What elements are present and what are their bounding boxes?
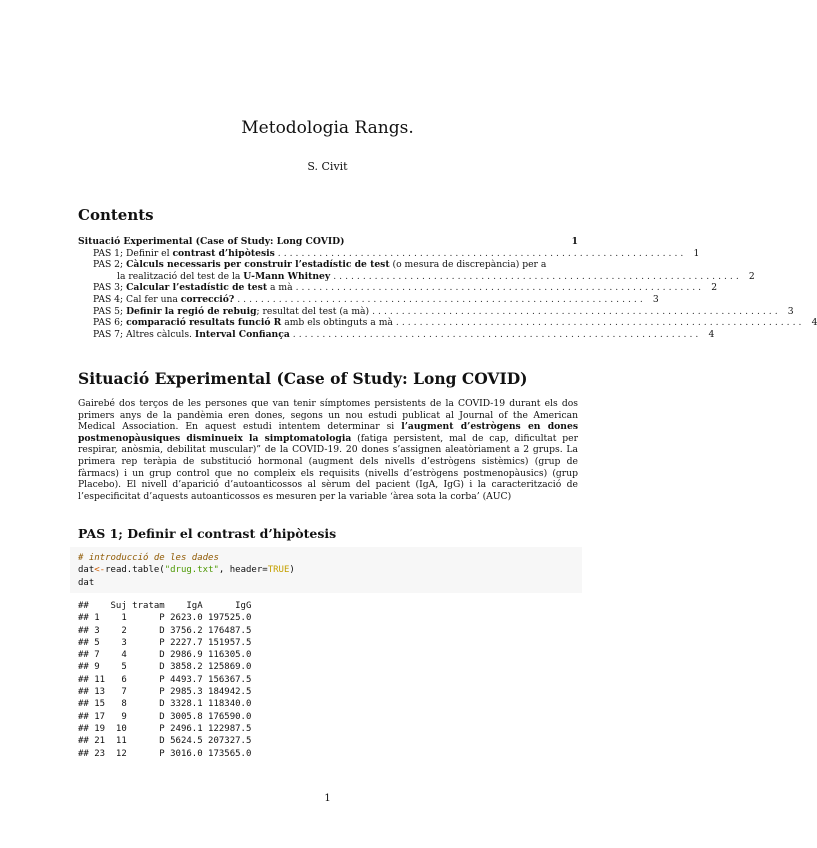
output-row: ## 5 3 P 2227.7 151957.5 — [78, 637, 252, 648]
code-comment: # introducció de les dades — [78, 553, 219, 563]
page-number: 1 — [324, 793, 331, 804]
output-row: ## 17 9 D 3005.8 176590.0 — [78, 711, 252, 722]
toc-entry-pas3[interactable]: PAS 3; Calcular l’estadístic de test a mà ..................................................................... 2 — [93, 282, 718, 294]
section-heading: Situació Experimental (Case of Study: Long COVID) — [78, 369, 528, 388]
code-line-print: dat — [78, 577, 95, 588]
code-line-read: dat<-read.table("drug.txt", header=TRUE) — [78, 565, 295, 576]
output-row: ## 13 7 P 2985.3 184942.5 — [78, 687, 252, 698]
toc-entry-pas2[interactable]: PAS 2; Càlculs necessaris per construir l’estadístic de test (o mesura de discrepància) per a la realització del test de la U-Mann Whitney ..................................................................... 2 — [93, 259, 755, 282]
output-header: ## Suj tratam IgA IgG — [78, 601, 252, 611]
toc-entry-pas1[interactable]: PAS 1; Definir el contrast d’hipòtesis ..................................................................... 1 — [93, 247, 700, 259]
toc-entry-section[interactable]: Situació Experimental (Case of Study: Long COVID) 1 — [78, 236, 578, 247]
r-output — [78, 600, 251, 760]
toc-entry-pas5[interactable]: PAS 5; Definir la regió de rebuig; resultat del test (a mà) ..................................................................... 3 — [93, 305, 794, 317]
intro-paragraph: Gairebé dos terços de les persones que van tenir símptomes persistents de la COVID-19 durant els dos primers anys de la pandèmia eren dones, segons un nou estudi publicat al Journal of the American Medical Association. En aquest estudi intentem determinar si l’augment d’estrògens en dones postmenopàusiques disminueix la simptomatologia (fatiga persistent, mal de cap, dificultat per respirar, anòsmia, debilitat muscular)” de la COVID-19. 20 dones s’assignen aleatòriament a 2 grups. La primera rep teràpia de substitució hormonal (augment dels nivells d’estrògens sistèmics) (grup de fàrmacs) i un grup control que no compleix els requisits (nivells d’estrògens postmenopàusics) (grup Placebo). El nivell d’aparició d’autoanticossos al sèrum del pacient (IgA, IgG) i la caracterització de l’especificitat d’aquests autoanticossos es mesuren per la variable ‘àrea sota la corba’ (AUC) — [78, 398, 578, 502]
toc-entry-pas6[interactable]: PAS 6; comparació resultats funció R amb els obtinguts a mà ..................................................................... 4 — [93, 317, 817, 329]
output-row: ## 21 11 D 5624.5 207327.5 — [78, 736, 252, 747]
code-block — [70, 547, 582, 593]
output-row: ## 9 5 D 3858.2 125869.0 — [78, 662, 252, 673]
contents-heading: Contents — [78, 206, 154, 224]
output-row: ## 7 4 D 2986.9 116305.0 — [78, 650, 252, 661]
output-row: ## 1 1 P 2623.0 197525.0 — [78, 613, 252, 624]
pas1-heading: PAS 1; Definir el contrast d’hipòtesis — [78, 526, 337, 541]
document-title: Metodologia Rangs. — [241, 118, 414, 138]
output-row: ## 23 12 P 3016.0 173565.0 — [78, 748, 252, 759]
table-of-contents — [78, 236, 817, 340]
document-author: S. Civit — [307, 160, 348, 173]
output-row: ## 11 6 P 4493.7 156367.5 — [78, 674, 252, 685]
toc-entry-pas7[interactable]: PAS 7; Altres càlculs. Interval Confiança ..................................................................... 4 — [93, 328, 715, 340]
output-row: ## 3 2 D 3756.2 176487.5 — [78, 625, 252, 636]
toc-entry-pas4[interactable]: PAS 4; Cal fer una correcció? ..................................................................... 3 — [93, 293, 659, 305]
output-row: ## 15 8 D 3328.1 118340.0 — [78, 699, 252, 710]
output-row: ## 19 10 P 2496.1 122987.5 — [78, 723, 252, 734]
